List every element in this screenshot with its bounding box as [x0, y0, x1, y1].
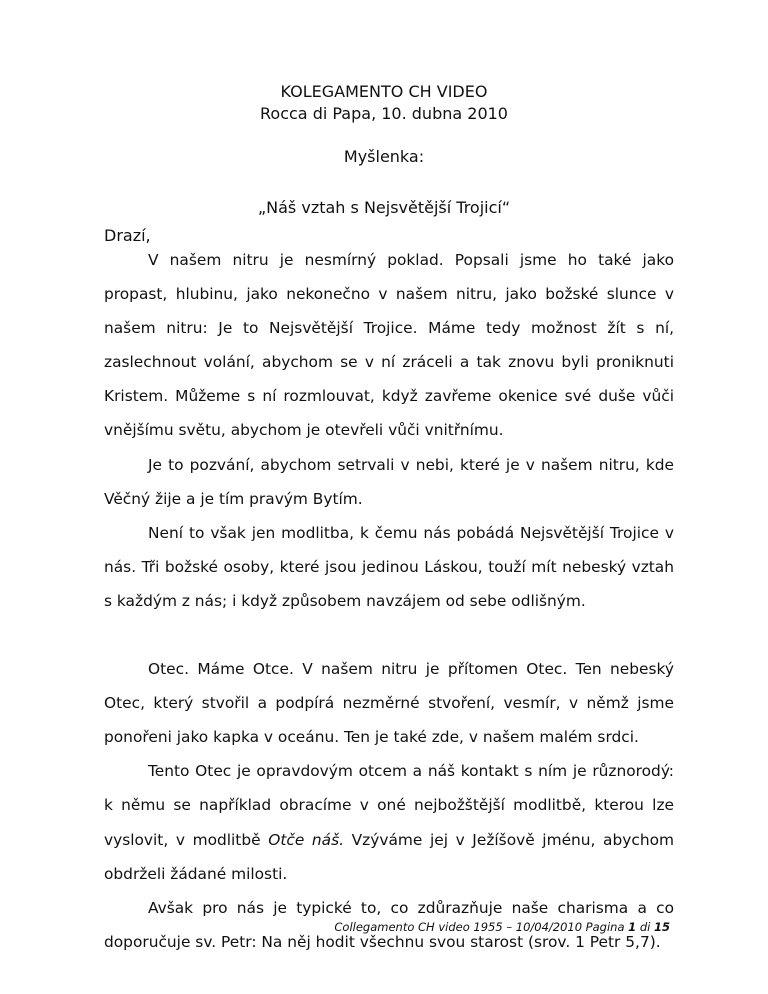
body-text	[104, 243, 674, 959]
page-footer	[334, 919, 670, 935]
page-total: 15	[653, 920, 670, 934]
footer-text: Collegamento CH video 1955 – 10/04/2010 Pagina	[334, 920, 629, 934]
place-date-line: Rocca di Papa, 10. dubna 2010	[260, 104, 508, 123]
paragraph: Otec. Máme Otce. V našem nitru je přítomen Otec. Ten nebeský Otec, který stvořil a podpírá nezměrné stvoření, vesmír, v němž jsme ponořeni jako kapka v oceánu. Ten je také zde, v našem malém srdci.	[104, 660, 674, 747]
paragraph: Avšak pro nás je typické to, co zdůrazňuje naše charisma a co doporučuje sv. Petr: Na něj hodit všechnu svou starost (srov. 1 Petr 5,7).	[104, 898, 674, 951]
paragraph: Je to pozvání, abychom setrvali v nebi, které je v našem nitru, kde Věčný žije a je tím pravým Bytím.	[104, 455, 674, 508]
greeting: Drazí,	[104, 226, 151, 245]
document-title: KOLEGAMENTO CH VIDEO	[280, 82, 488, 101]
paragraph	[104, 754, 674, 890]
paragraph-text: Vzýváme jej v Ježíšově jménu, abychom obdrželi žádané milosti.	[104, 830, 674, 883]
thought-heading: Myšlenka:	[343, 147, 425, 166]
thought-subtitle: „Náš vztah s Nejsvětější Trojicí“	[257, 198, 511, 217]
paragraph-text: Tento Otec je opravdovým otcem a náš kontakt s ním je různorodý: k němu se například obracíme v oné nejbožštější modlitbě, kterou lze vyslovit, v modlitbě	[104, 762, 674, 849]
paragraph: V našem nitru je nesmírný poklad. Popsali jsme ho také jako propast, hlubinu, jako nekonečno v našem nitru, jako božské slunce v našem nitru: Je to Nejsvětější Trojice. Máme tedy možnost žít s ní, zaslechnout volání, abychom se v ní zráceli a tak znovu byli proniknuti Kristem. Můžeme s ní rozmlouvat, když zavřeme okenice své duše vůči vnějšímu světu, abychom je otevřeli vůči vnitřnímu.	[104, 251, 674, 440]
page-number: 1	[628, 920, 637, 934]
footer-of: di	[636, 920, 654, 934]
paragraph: Není to však jen modlitba, k čemu nás pobádá Nejsvětější Trojice v nás. Tři božské osoby, které jsou jedinou Láskou, touží mít nebeský vztah s každým z nás; i když způsobem navzájem od sebe odlišným.	[104, 523, 674, 610]
prayer-title: Otče náš.	[268, 830, 344, 849]
